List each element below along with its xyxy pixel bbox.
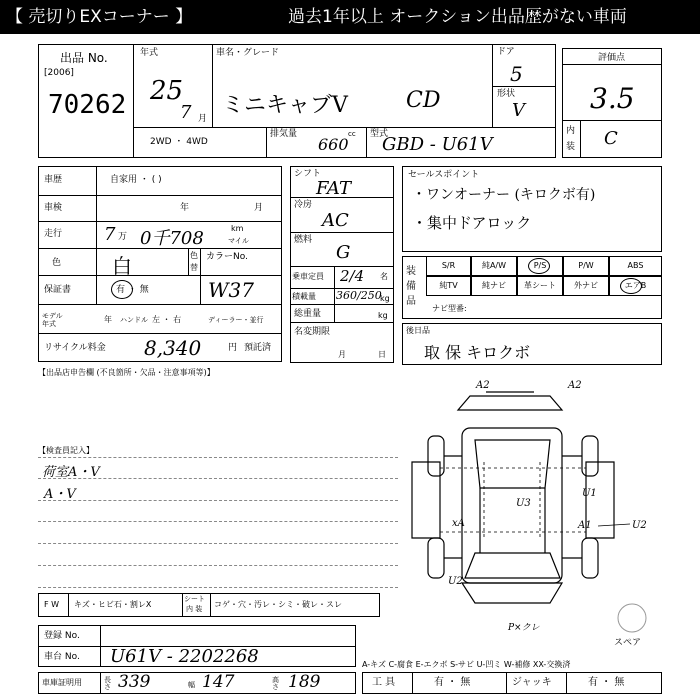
- registration-label: 登録 No.: [44, 631, 80, 641]
- color-label: 色: [52, 258, 62, 268]
- shape-value: V: [512, 100, 525, 121]
- left-side-panel: [412, 462, 440, 538]
- weight-label: 総重量: [294, 309, 322, 319]
- car-name-label: 車名・グレード: [216, 48, 280, 58]
- displacement-value: 660: [318, 135, 349, 154]
- recycle-label: リサイクル料金: [44, 343, 106, 353]
- windshield-outline: [475, 440, 550, 488]
- ac-label: 冷房: [294, 200, 313, 210]
- color-change-top: 色: [190, 251, 198, 260]
- axle-lines: [444, 456, 582, 558]
- inspector-note-2: A・V: [44, 487, 76, 502]
- mileage-rest-value: 0千708: [140, 228, 204, 249]
- mark-p-crack: P×クレ: [508, 623, 540, 633]
- car-damage-diagram: [400, 378, 690, 640]
- mark-a2-left: A2: [476, 380, 490, 391]
- displacement-unit: cc: [348, 130, 356, 138]
- rear-bumper-outline: [462, 583, 562, 603]
- change-date-month: 月: [338, 350, 346, 359]
- handle-options: 左 ・ 右: [152, 315, 182, 324]
- inspection-label: 車検: [44, 203, 63, 213]
- doors-label: ドア: [497, 47, 515, 57]
- inspection-month: 月: [254, 203, 264, 213]
- sales-point-line-2: ・集中ドアロック: [412, 214, 532, 232]
- fw-items: キズ・ヒビ石・割レX: [74, 600, 152, 609]
- year-value: 25: [150, 76, 184, 106]
- height-value: 189: [288, 672, 321, 692]
- mileage-man-unit: 万: [118, 232, 128, 242]
- equipment-label: 装備品: [406, 266, 416, 307]
- length-label: 長さ: [104, 676, 111, 691]
- after-items-value: 取 保 キロクボ: [424, 343, 531, 362]
- jack-options: 有 ・ 無: [588, 677, 625, 688]
- shape-label: 形状: [497, 89, 516, 99]
- load-unit: kg: [380, 294, 390, 303]
- mileage-km: km: [231, 224, 244, 233]
- capacity-label: 乗車定員: [292, 272, 324, 281]
- model-value: GBD - U61V: [382, 134, 493, 155]
- shift-label: シフト: [294, 169, 322, 179]
- fw-label: F W: [44, 600, 60, 609]
- ps-circle: [528, 258, 550, 274]
- mileage-man-value: 7: [104, 224, 116, 245]
- color-no-value: W37: [208, 278, 255, 302]
- rear-left-tire: [428, 538, 444, 578]
- airbag-circle: [620, 278, 642, 294]
- color-no-label: カラーNo.: [206, 252, 248, 262]
- inspector-label: 【検査員記入】: [38, 446, 94, 455]
- car-name-value: ミニキャブV: [222, 93, 348, 118]
- weight-unit: kg: [378, 311, 388, 320]
- auction-banner: [0, 0, 700, 34]
- change-date-label: 名変期限: [294, 327, 331, 337]
- recycle-status: 預託済: [244, 343, 272, 353]
- history-value: 自家用 ・ ( ): [110, 175, 162, 185]
- warranty-label: 保証書: [44, 285, 72, 295]
- doors-value: 5: [510, 62, 523, 86]
- history-label: 車歴: [44, 175, 63, 185]
- chassis-label: 車台 No.: [44, 652, 80, 662]
- lot-number: 70262: [48, 90, 127, 120]
- seat-label-top: シート: [184, 595, 205, 603]
- spare-tire-icon: [618, 604, 646, 632]
- banner-description: 過去1年以上 オークション出品歴がない車両: [288, 7, 627, 27]
- load-value: 360/250: [336, 289, 382, 302]
- capacity-value: 2/4: [340, 267, 365, 285]
- year-label: 年式: [140, 48, 159, 58]
- month-unit: 月: [198, 114, 208, 124]
- roof-outline: [462, 428, 562, 583]
- equip-airbag: エアB: [609, 276, 662, 296]
- height-label: 高さ: [272, 676, 279, 691]
- warranty-options: 有 ・ 無: [116, 285, 149, 295]
- model-year-unit: 年: [104, 315, 112, 324]
- mileage-label: 走行: [44, 229, 63, 239]
- shift-value: FAT: [316, 178, 351, 199]
- mark-u2-right: U2: [632, 520, 647, 531]
- inspector-note-1: 荷室A・V: [42, 465, 100, 480]
- displacement-label: 排気量: [270, 129, 298, 139]
- interior-label-top: 内: [566, 126, 576, 136]
- mark-u3: U3: [516, 498, 531, 509]
- inspection-year: 年: [180, 203, 190, 213]
- navi-model-label: ナビ型番:: [432, 304, 467, 313]
- equip-pw: P/W: [563, 256, 609, 276]
- mileage-mile: マイル: [228, 237, 249, 245]
- equip-ps: P/S: [517, 256, 563, 276]
- mark-u2-left: U2: [448, 576, 463, 587]
- fuel-label: 燃料: [294, 235, 313, 245]
- width-label: 幅: [188, 681, 195, 689]
- sales-point-line-1: ・ワンオーナー (キロクボ有): [412, 187, 596, 203]
- garage-cert-label: 車庫証明用: [42, 678, 82, 687]
- after-items-label: 後日品: [406, 326, 430, 335]
- equip-sr: S/R: [426, 256, 471, 276]
- warranty-yes-circle: [111, 280, 133, 299]
- load-label: 積載量: [292, 292, 316, 301]
- grade-value: CD: [406, 88, 441, 113]
- sales-point-label: セールスポイント: [408, 170, 480, 180]
- tools-label: 工 具: [372, 677, 396, 688]
- seat-label-bottom: 内 装: [186, 605, 203, 613]
- width-value: 147: [202, 672, 235, 692]
- banner-corner-title: 【 売切りEXコーナー 】: [6, 7, 193, 27]
- color-change-bottom: 替: [190, 263, 198, 272]
- mark-a1: A1: [578, 520, 592, 531]
- recycle-unit: 円: [228, 343, 238, 353]
- damage-code-legend: A-キズ C-腐食 E-エクボ S-サビ U-凹ミ W-補修 XX-交換済: [362, 660, 571, 669]
- model-year-label: モデル年式: [42, 312, 63, 328]
- capacity-unit: 名: [380, 272, 388, 281]
- month-value: 7: [180, 102, 192, 123]
- color-value: 白: [112, 254, 132, 278]
- equip-navi: 純ナビ: [471, 276, 517, 296]
- length-value: 339: [118, 672, 151, 692]
- front-bumper-outline: [458, 396, 562, 410]
- recycle-value: 8,340: [144, 336, 202, 360]
- ac-value: AC: [322, 210, 349, 231]
- score-label: 評価点: [598, 53, 626, 63]
- mark-a2-right: A2: [568, 380, 582, 391]
- front-left-tire: [428, 436, 444, 476]
- rear-window-outline: [465, 553, 560, 578]
- mark-u1: U1: [582, 488, 597, 499]
- equip-ext-navi: 外ナビ: [563, 276, 609, 296]
- lot-label: 出品 No.: [60, 51, 108, 65]
- equip-leather: 革シート: [517, 276, 563, 296]
- year-badge: [2006]: [44, 68, 74, 78]
- equip-alloy: 純A/W: [471, 256, 517, 276]
- equip-abs: ABS: [609, 256, 662, 276]
- jack-label: ジャッキ: [512, 677, 552, 688]
- rear-right-tire: [582, 538, 598, 578]
- dealer-label: ディーラー・並行: [208, 316, 264, 324]
- chassis-value: U61V - 2202268: [110, 646, 259, 667]
- equip-tv: 純TV: [426, 276, 471, 296]
- spare-label: スペア: [614, 638, 642, 648]
- pillar-lines: [480, 488, 545, 553]
- interior-value: C: [604, 128, 618, 149]
- fuel-value: G: [336, 242, 351, 263]
- drive-options: 2WD ・ 4WD: [150, 137, 208, 147]
- handle-label: ハンドル: [120, 316, 148, 324]
- mark-xa: xA: [452, 518, 465, 529]
- front-right-tire: [582, 436, 598, 476]
- change-date-day: 日: [378, 350, 386, 359]
- seat-items: コゲ・穴・汚レ・シミ・破レ・スレ: [214, 600, 342, 609]
- score-value: 3.5: [590, 82, 635, 115]
- model-label: 型式: [370, 129, 389, 139]
- tools-options: 有 ・ 無: [434, 677, 471, 688]
- seller-notes-label: 【出品店申告欄 (不良箇所・欠品・注意事項等)】: [38, 368, 215, 377]
- interior-label-bottom: 装: [566, 142, 576, 152]
